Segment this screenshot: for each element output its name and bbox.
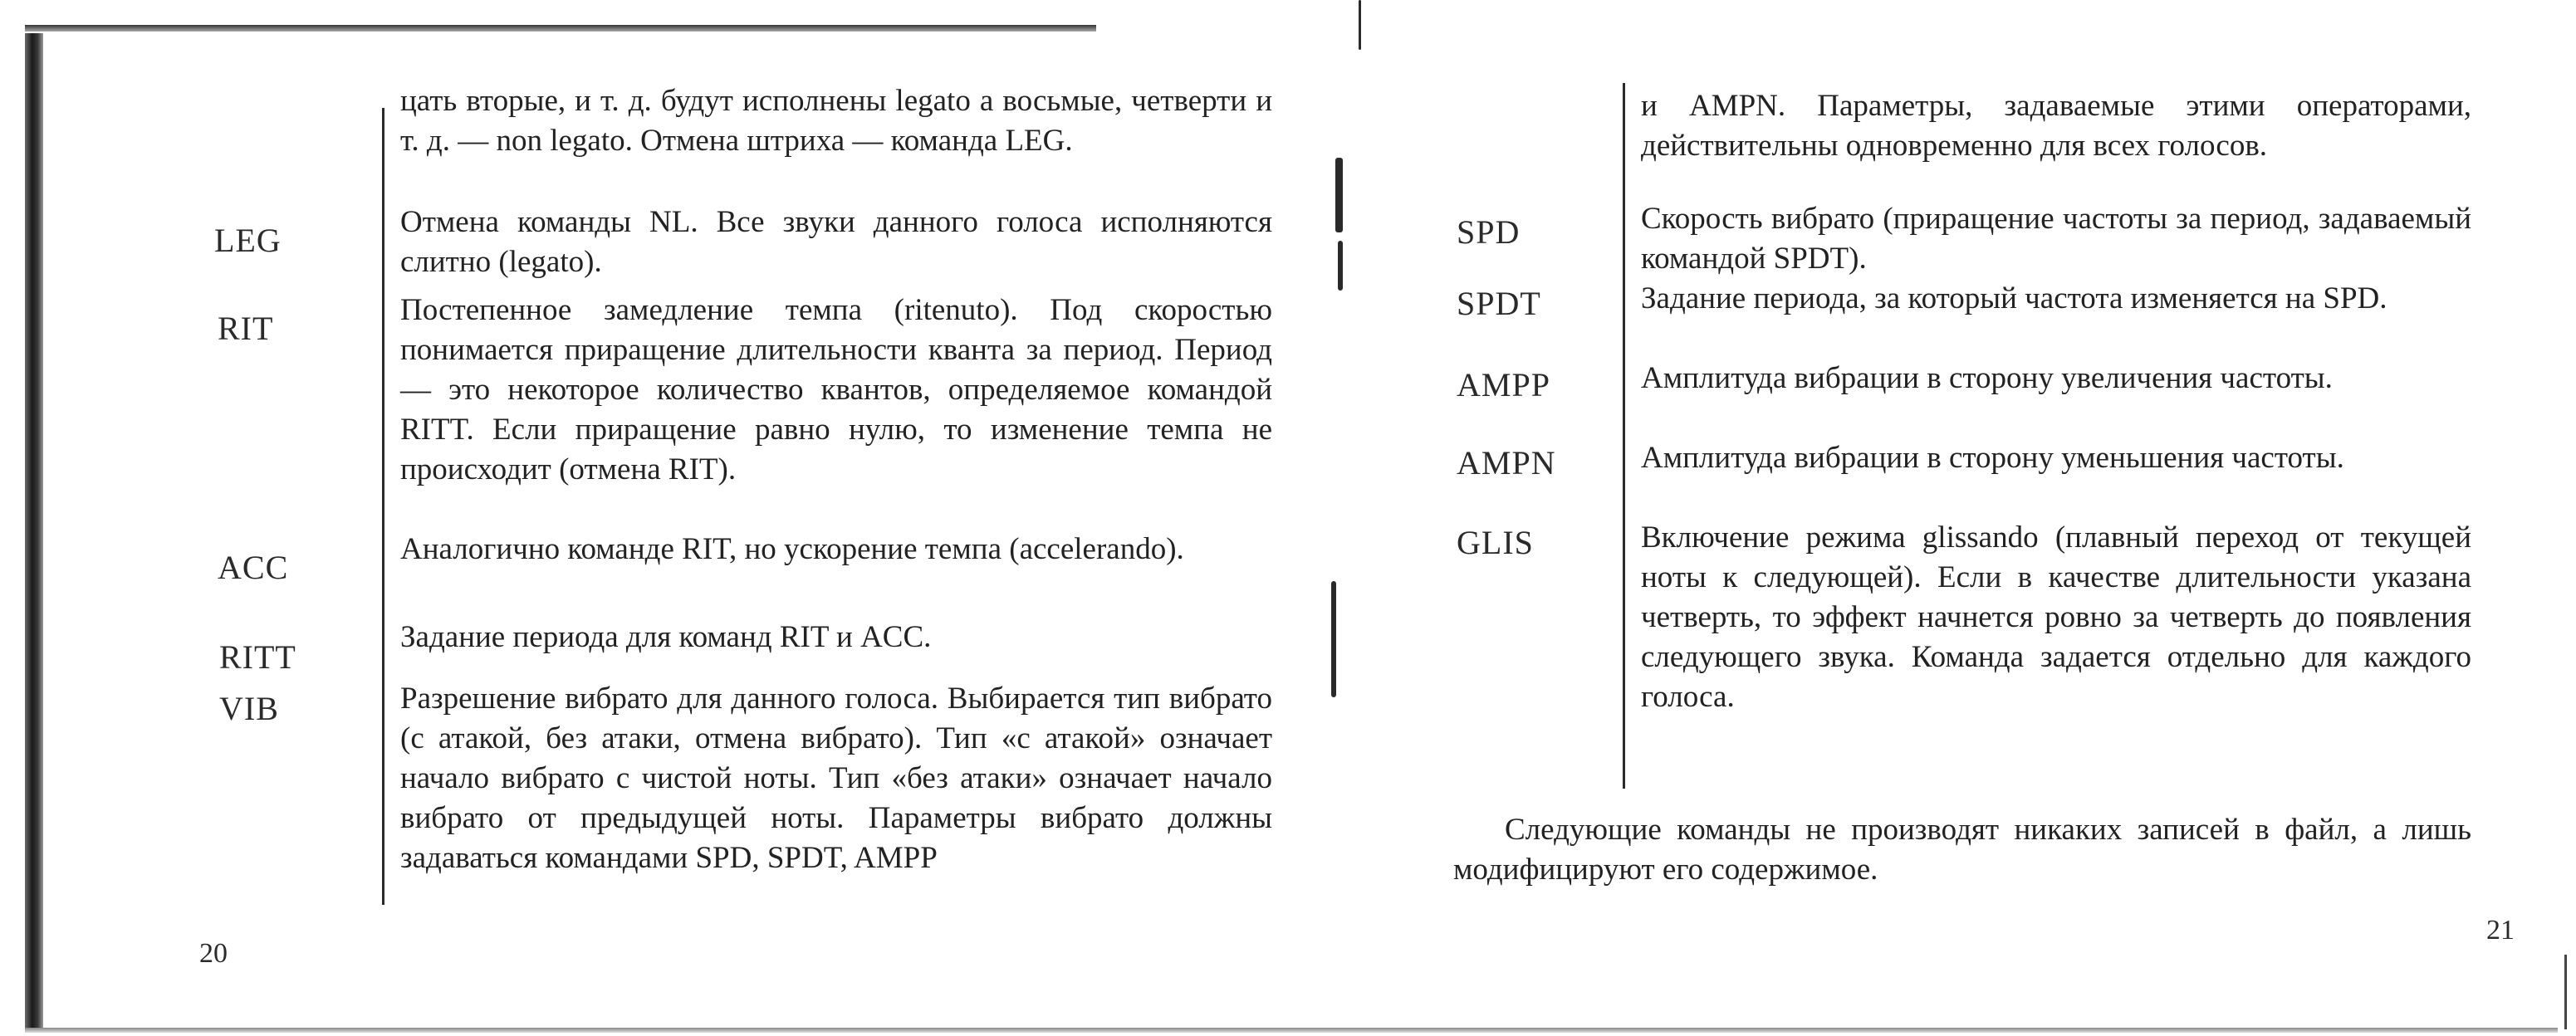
left-column-rule [382, 108, 384, 905]
trailing-paragraph: Следующие команды не производят никаких записей в файл, а лишь модифицируют его содержимое. [1453, 813, 2471, 887]
desc-vib: Разрешение вибрато для данного голоса. Выбирается тип вибрато (с атакой, без атаки, отмена вибрато). Тип «с атакой» означает начало вибрато с чистой ноты. Тип «без атаки» означает начало вибрато от предыдущей ноты. Параметры вибрато должны задаваться командами SPD, SPDT, AMPP [400, 682, 1272, 875]
desc-ampp: Амплитуда вибрации в сторону увеличения частоты. [1641, 361, 2333, 395]
term-ampn: AMPN [1457, 444, 1556, 481]
desc-ampn: Амплитуда вибрации в сторону уменьшения частоты. [1641, 441, 2344, 475]
page-number-right: 21 [2486, 915, 2515, 946]
term-leg: LEG [214, 222, 282, 259]
term-vib: VIB [219, 690, 279, 727]
right-page [1345, 0, 2576, 1036]
right-column-rule [1623, 83, 1625, 789]
term-spdt: SPDT [1457, 285, 1541, 322]
desc-acc: Аналогично команде RIT, но ускорение темпа (accelerando). [400, 532, 1184, 566]
term-acc: ACC [218, 549, 289, 586]
desc-glis: Включение режима glissando (плавный переход от текущей ноты к следующей). Если в качестве длительности указана четверть, то эффект начнется ровно за четверть до появления следующего звука. Команда задается отдельно для каждого голоса. [1641, 520, 2471, 714]
page-number-left: 20 [199, 938, 228, 969]
term-ampp: AMPP [1457, 366, 1550, 403]
gutter-mark-2 [1338, 241, 1343, 291]
desc-ritt: Задание периода для команд RIT и ACC. [400, 620, 932, 654]
term-spd: SPD [1457, 213, 1521, 251]
term-glis: GLIS [1457, 524, 1534, 561]
desc-spd: Скорость вибрато (приращение частоты за период, задаваемый командой SPDT). [1641, 202, 2471, 276]
desc-leg: Отмена команды NL. Все звуки данного голоса исполняются слитно (legato). [400, 205, 1272, 279]
left-continued-text: цать вторые, и т. д. будут исполнены legato а восьмые, четверти и т. д. — non legato. Отмена штриха — команда LEG. [400, 84, 1272, 158]
gutter-mark-1 [1335, 158, 1343, 232]
desc-spdt: Задание периода, за который частота изменяется на SPD. [1641, 281, 2387, 315]
gutter-mark-3 [1331, 581, 1336, 697]
desc-rit: Постепенное замедление темпа (ritenuto). Под скоростью понимается приращение длительности кванта за период. Период — это некоторое количество квантов, определяемое командой RITT. Если приращение равно нулю, то изменение темпа не происходит (отмена RIT). [400, 293, 1272, 486]
term-rit: RIT [218, 310, 274, 347]
term-ritt: RITT [219, 638, 296, 676]
right-continued-text: и AMPN. Параметры, задаваемые этими операторами, действительны одновременно для всех голосов. [1641, 89, 2471, 163]
